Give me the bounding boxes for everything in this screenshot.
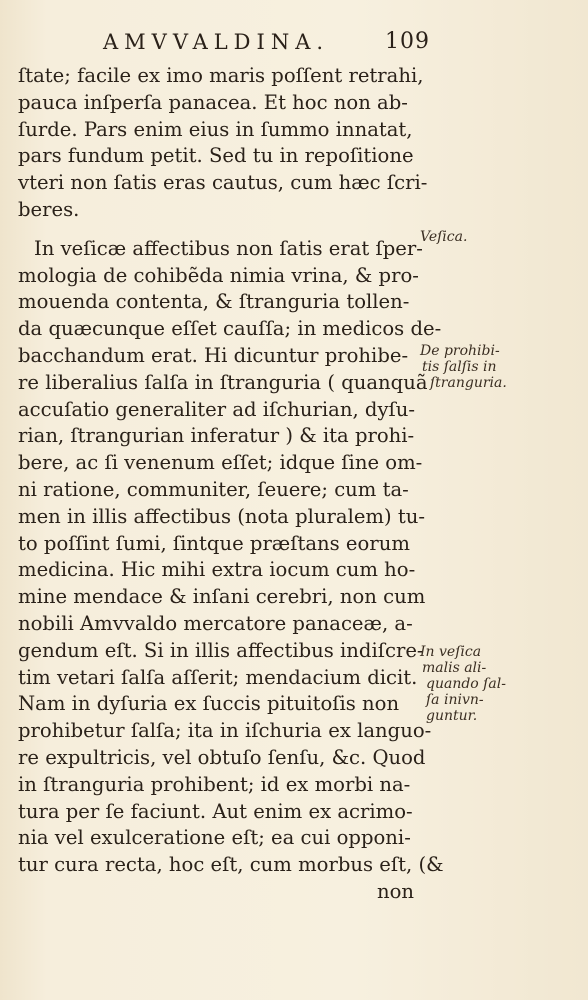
marginal-note-line: malis ali- bbox=[422, 660, 487, 676]
text-line: nobili Amvvaldo mercatore panaceæ, a- bbox=[18, 611, 413, 635]
marginal-note-line: In veſica bbox=[420, 644, 482, 660]
text-line: nia vel exulceratione eſt; ea cui opponi- bbox=[18, 826, 411, 850]
text-line: pars fundum petit. Sed tu in repoſitione bbox=[18, 144, 414, 168]
marginal-note-line: Veſica. bbox=[420, 229, 468, 245]
text-line: Nam in dyſuria ex ſuccis pituitoſis non bbox=[18, 692, 400, 716]
marginal-note-line: ſtranguria. bbox=[430, 375, 507, 391]
text-line: mologia de cohibẽda nimia vrina, & pro- bbox=[18, 263, 419, 287]
text-line: pauca inſperſa panacea. Et hoc non ab- bbox=[18, 90, 408, 114]
marginal-note-line: quando ſal- bbox=[426, 676, 506, 692]
catchword: non bbox=[376, 879, 414, 903]
text-line: prohibetur ſalſa; ita in iſchuria ex languo- bbox=[18, 719, 432, 743]
text-line: men in illis affectibus (nota pluralem) tu- bbox=[18, 504, 425, 528]
marginal-note-line: De prohibi- bbox=[420, 343, 500, 359]
text-line: tim vetari ſalſa aſſerit; mendacium dicit. bbox=[18, 665, 418, 689]
marginal-note-de-prohibitis bbox=[420, 343, 580, 391]
text-line: accuſatio generaliter ad iſchurian, dyſu- bbox=[18, 397, 416, 421]
text-line: rian, ſtrangurian inferatur ) & ita prohi- bbox=[18, 424, 415, 448]
text-line: tura per ſe faciunt. Aut enim ex acrimo- bbox=[18, 799, 413, 823]
text-line: ſtate; facile ex imo maris poſſent retrahi, bbox=[18, 64, 424, 87]
text-line: to poſſint ſumi, ſintque præſtans eorum bbox=[18, 531, 410, 555]
text-line: In veſicæ affectibus non ſatis erat ſper- bbox=[34, 236, 423, 260]
paragraph-break bbox=[18, 224, 418, 236]
marginal-note-line: ſa inivn- bbox=[426, 692, 484, 708]
text-line: bacchandum erat. Hi dicuntur prohibe- bbox=[18, 343, 409, 367]
marginal-note-in-vesica bbox=[420, 644, 580, 724]
text-line: mouenda contenta, & ſtranguria tollen- bbox=[18, 290, 410, 314]
text-line: re expultricis, vel obtuſo ſenſu, &c. Quod bbox=[18, 745, 426, 769]
marginal-note-vesica bbox=[420, 229, 580, 245]
running-head bbox=[0, 28, 588, 62]
text-line: ſurde. Pars enim eius in ſummo innatat, bbox=[18, 117, 413, 141]
marginal-note-line: guntur. bbox=[426, 708, 478, 724]
text-line: bere, ac ſi venenum eſſet; idque ſine om- bbox=[18, 451, 423, 475]
text-line: re liberalius ſalſa in ſtranguria ( quanquã bbox=[18, 370, 428, 394]
text-line: beres. bbox=[18, 197, 80, 221]
running-title: AMVVALDINA. bbox=[103, 30, 330, 54]
text-line: vteri non ſatis eras cautus, cum hæc ſcri- bbox=[18, 171, 428, 195]
text-line: da quæcunque eſſet cauſſa; in medicos de- bbox=[18, 317, 442, 341]
text-line: gendum eſt. Si in illis affectibus indiſcre- bbox=[18, 638, 424, 662]
text-line: in ſtranguria prohibent; id ex morbi na- bbox=[18, 772, 411, 796]
page-number: 109 bbox=[385, 29, 430, 54]
text-line: tur cura recta, hoc eſt, cum morbus eſt, (& bbox=[18, 853, 444, 877]
text-line: medicina. Hic mihi extra iocum cum ho- bbox=[18, 558, 416, 582]
marginal-note-line: tis ſalſis in bbox=[422, 359, 497, 375]
text-line: ni ratione, communiter, ſeuere; cum ta- bbox=[18, 477, 409, 501]
text-line: mine mendace & inſani cerebri, non cum bbox=[18, 585, 426, 609]
